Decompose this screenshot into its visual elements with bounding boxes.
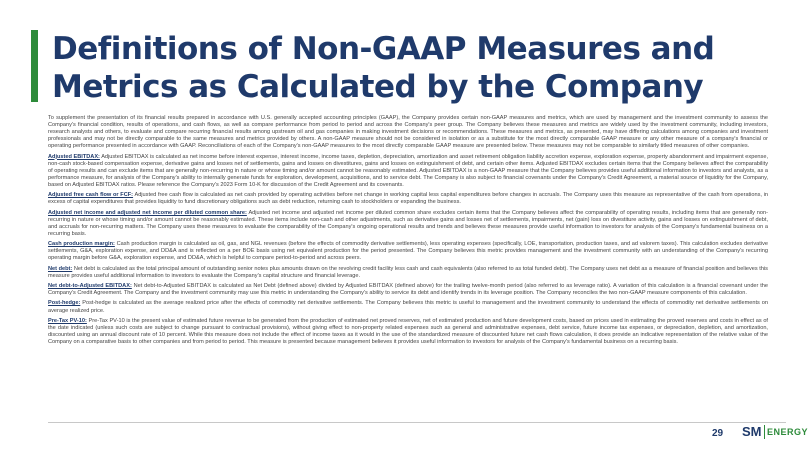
definition-text: Adjusted free cash flow is calculated as net cash provided by operating activities before net change in working capital less capital expenditures before changes in accruals. The Company uses this measure as representative of the cash from operations, in excess of capital expenditures that provides liquidity to fund discretionary obligations such as debt reduction, returning cash to stockholders or expanding the business. <box>48 192 769 206</box>
definition-text: Post-hedge is calculated as the average realized price after the effects of commodity net derivative settlements. The Company believes this metric is useful to management and the investment community to understand the effects of commodity net derivative settlements on average realized price. <box>48 300 768 314</box>
page-number: 29 <box>712 428 724 439</box>
definitions-body <box>48 115 768 349</box>
definition-text: Cash production margin is calculated as oil, gas, and NGL revenues (before the effects of commodity derivative settlements), less operating expenses (specifically, LOE, transportation, production taxes, and ad valorem taxes). This calculation excludes derivative settlements, G&A, exploration expense, and DD&A and is reflected on a per BOE basis using net equivalent production for the period presented. The Company believes this metric provides management and the investment community with an understanding of the Company's recurring operating margin before G&A, exploration expense, and DD&A, which is helpful to compare period-to-period and across peers. <box>48 241 768 262</box>
term-label: Pre-Tax PV-10: <box>48 317 87 324</box>
term-label: Adjusted net income and adjusted net income per diluted common share: <box>48 209 247 216</box>
term-label: Adjusted EBITDAX: <box>48 153 100 160</box>
definition-net-debt <box>48 266 768 280</box>
logo-separator <box>764 425 766 439</box>
page-title <box>52 30 772 106</box>
definition-pre-tax-pv10 <box>48 318 768 346</box>
logo-sm-text: SM <box>742 424 762 439</box>
definition-text: Net debt-to-Adjusted EBITDAX is calculated as Net Debt (defined above) divided by Adjusted EBITDAX (defined above) for the trailing twelve-month period (also referred to as leverage ratio). A variation of this calculation is a financial covenant under the Company's Credit Agreement. The Company and the investment community may use this metric in understanding the Company's ability to service its debt and identify trends in its leverage position. The Company reconciles the two non-GAAP measure components of this calculation. <box>48 283 768 297</box>
title-accent-bar <box>31 30 38 102</box>
definition-cash-production-margin <box>48 241 768 262</box>
definition-post-hedge <box>48 300 768 314</box>
definition-net-debt-to-ebitdax <box>48 283 768 297</box>
page-title-line-2: Metrics as Calculated by the Company <box>52 69 704 105</box>
term-label: Net debt: <box>48 265 73 272</box>
intro-paragraph: To supplement the presentation of its financial results prepared in accordance with U.S. generally accepted accounting principles (GAAP), the Company provides certain non-GAAP measures and metrics, which are used by management and the investment community to assess the Company's financial condition, results of operations, and cash flows, as well as compare performance from period to period and across the Company's peer group. The Company believes these measures and metrics are widely used by the investment community, including investors, research analysts and others, to evaluate and compare recurring financial results among upstream oil and gas companies in making investment decisions or recommendations. These measures and metrics, as presented, may have differing calculations among companies and investment professionals and may not be directly comparable to the same measures and metrics provided by others. A non-GAAP measure should not be considered in isolation or as a substitute for the most directly comparable GAAP measure or any other measure of a company's financial or operating performance presented in accordance with GAAP. Reconciliations of each of the Company's non-GAAP measures to the most directly comparable GAAP measure are presented below. These measures may not be comparable to similarly titled measures of other companies. <box>48 115 768 150</box>
term-label: Adjusted free cash flow or FCF: <box>48 192 134 199</box>
definition-text: Net debt is calculated as the total principal amount of outstanding senior notes plus amounts drawn on the revolving credit facility less cash and cash equivalents (also referred to as total funded debt). The Company uses net debt as a measure of financial position and believes this measure provides useful additional information to investors to evaluate the Company's capital structure and financial leverage. <box>48 265 768 279</box>
term-label: Cash production margin: <box>48 241 115 248</box>
definition-adjusted-ebitdax <box>48 154 768 189</box>
definition-text: Adjusted EBITDAX is calculated as net income before interest expense, interest income, income taxes, depletion, depreciation, amortization and asset retirement obligation liability accretion expense, exploration expense, property abandonment and impairment expense, non-cash stock-based compensation expense, derivative gains and losses net of settlements, gains and losses on divestitures, gains and losses on extinguishment of debt, and certain other items. Adjusted EBITDAX excludes certain items that the Company believes affect the comparability of operating results and can exclude items that are generally non-recurring in nature or whose timing and/or amount cannot be reasonably estimated. Adjusted EBITDAX is a non-GAAP measure that the Company believes provides useful additional information to investors and analysts, as a performance measure, for analysis of the Company's ability to internally generate funds for exploration, development, acquisitions, and to service debt. The Company is also subject to financial covenants under the Company's Credit Agreement, a material source of liquidity for the Company, based on Adjusted EBITDAX ratios. Please reference the Company's 2023 Form 10-K for discussion of the Credit Agreement and its covenants. <box>48 153 768 189</box>
term-label: Post-hedge: <box>48 300 81 307</box>
logo-energy-text: ENERGY <box>767 426 808 437</box>
footer-divider <box>48 422 786 423</box>
page-title-line-1: Definitions of Non-GAAP Measures and <box>52 31 715 67</box>
term-label: Net debt-to-Adjusted EBITDAX: <box>48 283 132 290</box>
definition-text: Adjusted net income and adjusted net income per diluted common share excludes certain items that the Company believes affect the comparability of operating results, including items that are generally non-recurring in nature or whose timing and/or amount cannot be reasonably estimated. These items include non-cash and other adjustments, such as derivative gains and losses net of settlements, impairments, net (gain) loss on divestiture activity, gains and losses on extinguishment of debt, and accruals for non-recurring matters. The Company uses these measures to evaluate the comparability of the Company's ongoing operational results and trends and believes these measures provide useful information to investors for analysis of the Company's fundamental business on a recurring basis. <box>48 209 769 237</box>
sm-energy-logo <box>742 424 808 439</box>
definition-text: Pre-Tax PV-10 is the present value of estimated future revenue to be generated from the production of estimated net proved reserves, net of estimated production and future development costs, based on prices used in estimating the proved reserves and costs in effect as of the date indicated (unless such costs are subject to change pursuant to contractual provisions), without giving effect to non-property related expenses such as general and administrative expenses, debt service, future income tax expenses, or depreciation, depletion, and amortization, discounted using an annual discount rate of 10 percent. While this measure does not include the effect of income taxes as it would in the use of the standardized measure of discounted future net cash flows calculation, it does provide an indicative representation of the relative value of the Company on a comparative basis to other companies and from period to period. This measure is presented because management believes it provides useful information to investors for analysis of the Company's fundamental business on a recurring basis. <box>48 317 768 346</box>
definition-adjusted-net-income <box>48 210 768 238</box>
definition-adjusted-fcf <box>48 192 768 206</box>
